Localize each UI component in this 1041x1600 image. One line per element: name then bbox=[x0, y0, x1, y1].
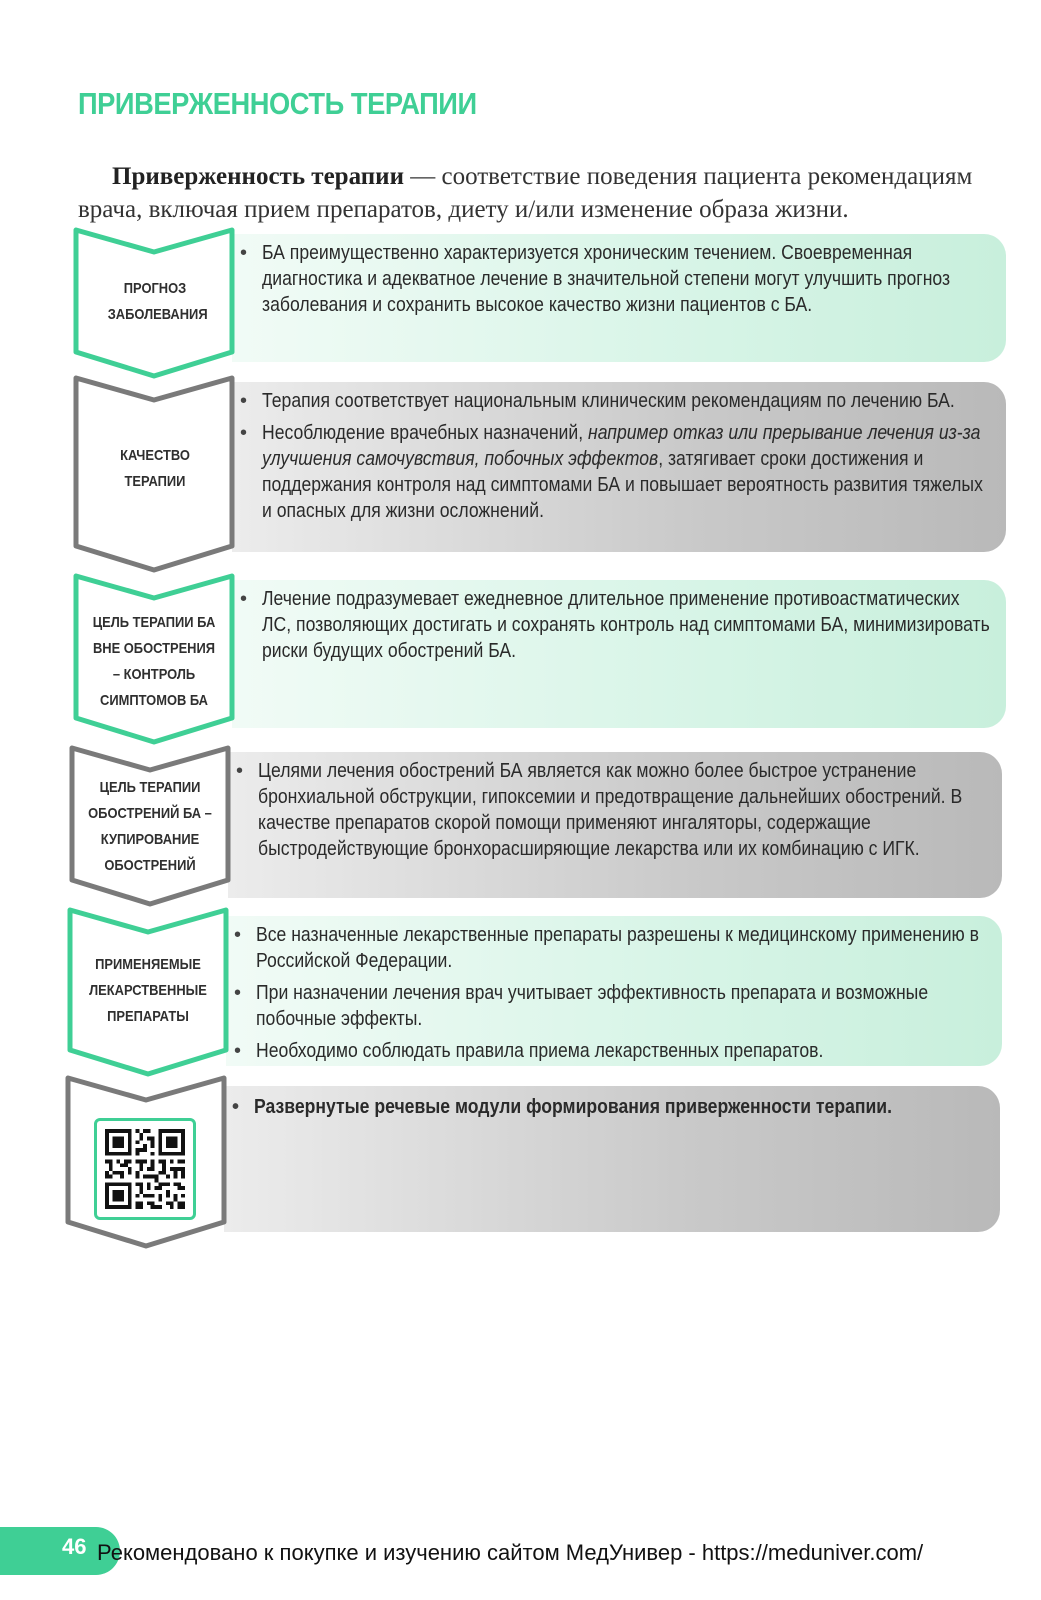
bullet-item: • Необходимо соблюдать правила приема лекарственных препаратов. bbox=[226, 1038, 990, 1064]
section-drugs bbox=[66, 906, 1012, 1078]
bullet-item: • Терапия соответствует национальным клиническим рекомендациям по лечению БА. bbox=[232, 388, 992, 414]
intro-term: Приверженность терапии bbox=[112, 163, 404, 190]
section-panel bbox=[226, 916, 1002, 1066]
section-panel bbox=[232, 234, 1006, 362]
section-therapy-quality bbox=[72, 374, 1012, 578]
section-panel bbox=[224, 1086, 1000, 1232]
section-label: ЦЕЛЬ ТЕРАПИИ БА ВНЕ ОБОСТРЕНИЯ – КОНТРОЛЬ СИМПТОМОВ БА bbox=[92, 614, 216, 709]
watermark-text[interactable]: Рекомендовано к покупке и изучению сайтом МедУнивер - https://meduniver.com/ bbox=[97, 1540, 924, 1565]
bullet-item: • БА преимущественно характеризуется хроническим течением. Своевременная диагностика и адекватное лечение в значительной степени могут улучшить прогноз заболевания и сохранить высокое качество жизни пациентов с БА. bbox=[232, 240, 992, 318]
section-label: ПРИМЕНЯЕМЫЕ ЛЕКАРСТВЕННЫЕ ПРЕПАРАТЫ bbox=[89, 956, 207, 1025]
section-panel bbox=[232, 580, 1006, 728]
section-panel bbox=[232, 382, 1006, 552]
qr-code[interactable] bbox=[94, 1118, 196, 1220]
section-label: ПРОГНОЗ ЗАБОЛЕВАНИЯ bbox=[107, 280, 208, 323]
section-goal-control bbox=[72, 572, 1012, 752]
bullet-item: • Лечение подразумевает ежедневное длительное применение противоастматических ЛС, позволяющих достигать и сохранять контроль над симптомами БА, минимизировать риски будущих обострений БА. bbox=[232, 586, 992, 664]
qr-code-icon bbox=[105, 1129, 185, 1209]
bullet-item: • При назначении лечения врач учитывает эффективность препарата и возможные побочные эффекты. bbox=[226, 980, 990, 1032]
section-label: КАЧЕСТВО ТЕРАПИИ bbox=[120, 447, 190, 490]
section-panel bbox=[228, 752, 1002, 898]
section-speech-modules bbox=[64, 1074, 1012, 1254]
intro-paragraph bbox=[78, 160, 1028, 226]
page-title: ПРИВЕРЖЕННОСТЬ ТЕРАПИИ bbox=[78, 86, 477, 121]
section-goal-exacerbation bbox=[68, 744, 1012, 910]
bullet-item: • Несоблюдение врачебных назначений, например отказ или прерывание лечения из-за улучшения самочувствия, побочных эффектов, затягивает сроки достижения и поддержания контроля над симптомами БА и повышает вероятность развития тяжелых и опасных для жизни осложнений. bbox=[232, 420, 992, 524]
page-number: 46 bbox=[62, 1534, 87, 1559]
section-label: ЦЕЛЬ ТЕРАПИИ ОБОСТРЕНИЙ БА – КУПИРОВАНИЕ ОБОСТРЕНИЙ bbox=[88, 779, 212, 874]
intro-definition: — соответствие поведения пациента рекомендациям врача, включая прием препаратов, диету и/или изменение образа жизни. bbox=[78, 163, 973, 223]
section-prognosis bbox=[72, 226, 1012, 384]
bullet-item: • Все назначенные лекарственные препараты разрешены к медицинскому применению в Российской Федерации. bbox=[226, 922, 990, 974]
bullet-item: • Развернутые речевые модули формирования приверженности терапии. bbox=[224, 1094, 988, 1120]
bullet-item: • Целями лечения обострений БА является как можно более быстрое устранение бронхиальной обструкции, гипоксемии и предотвращение дальнейших обострений. В качестве препаратов скорой помощи применяют ингаляторы, содержащие быстродействующие бронхорасширяющие лекарства или их комбинацию с ИГК. bbox=[228, 758, 990, 862]
